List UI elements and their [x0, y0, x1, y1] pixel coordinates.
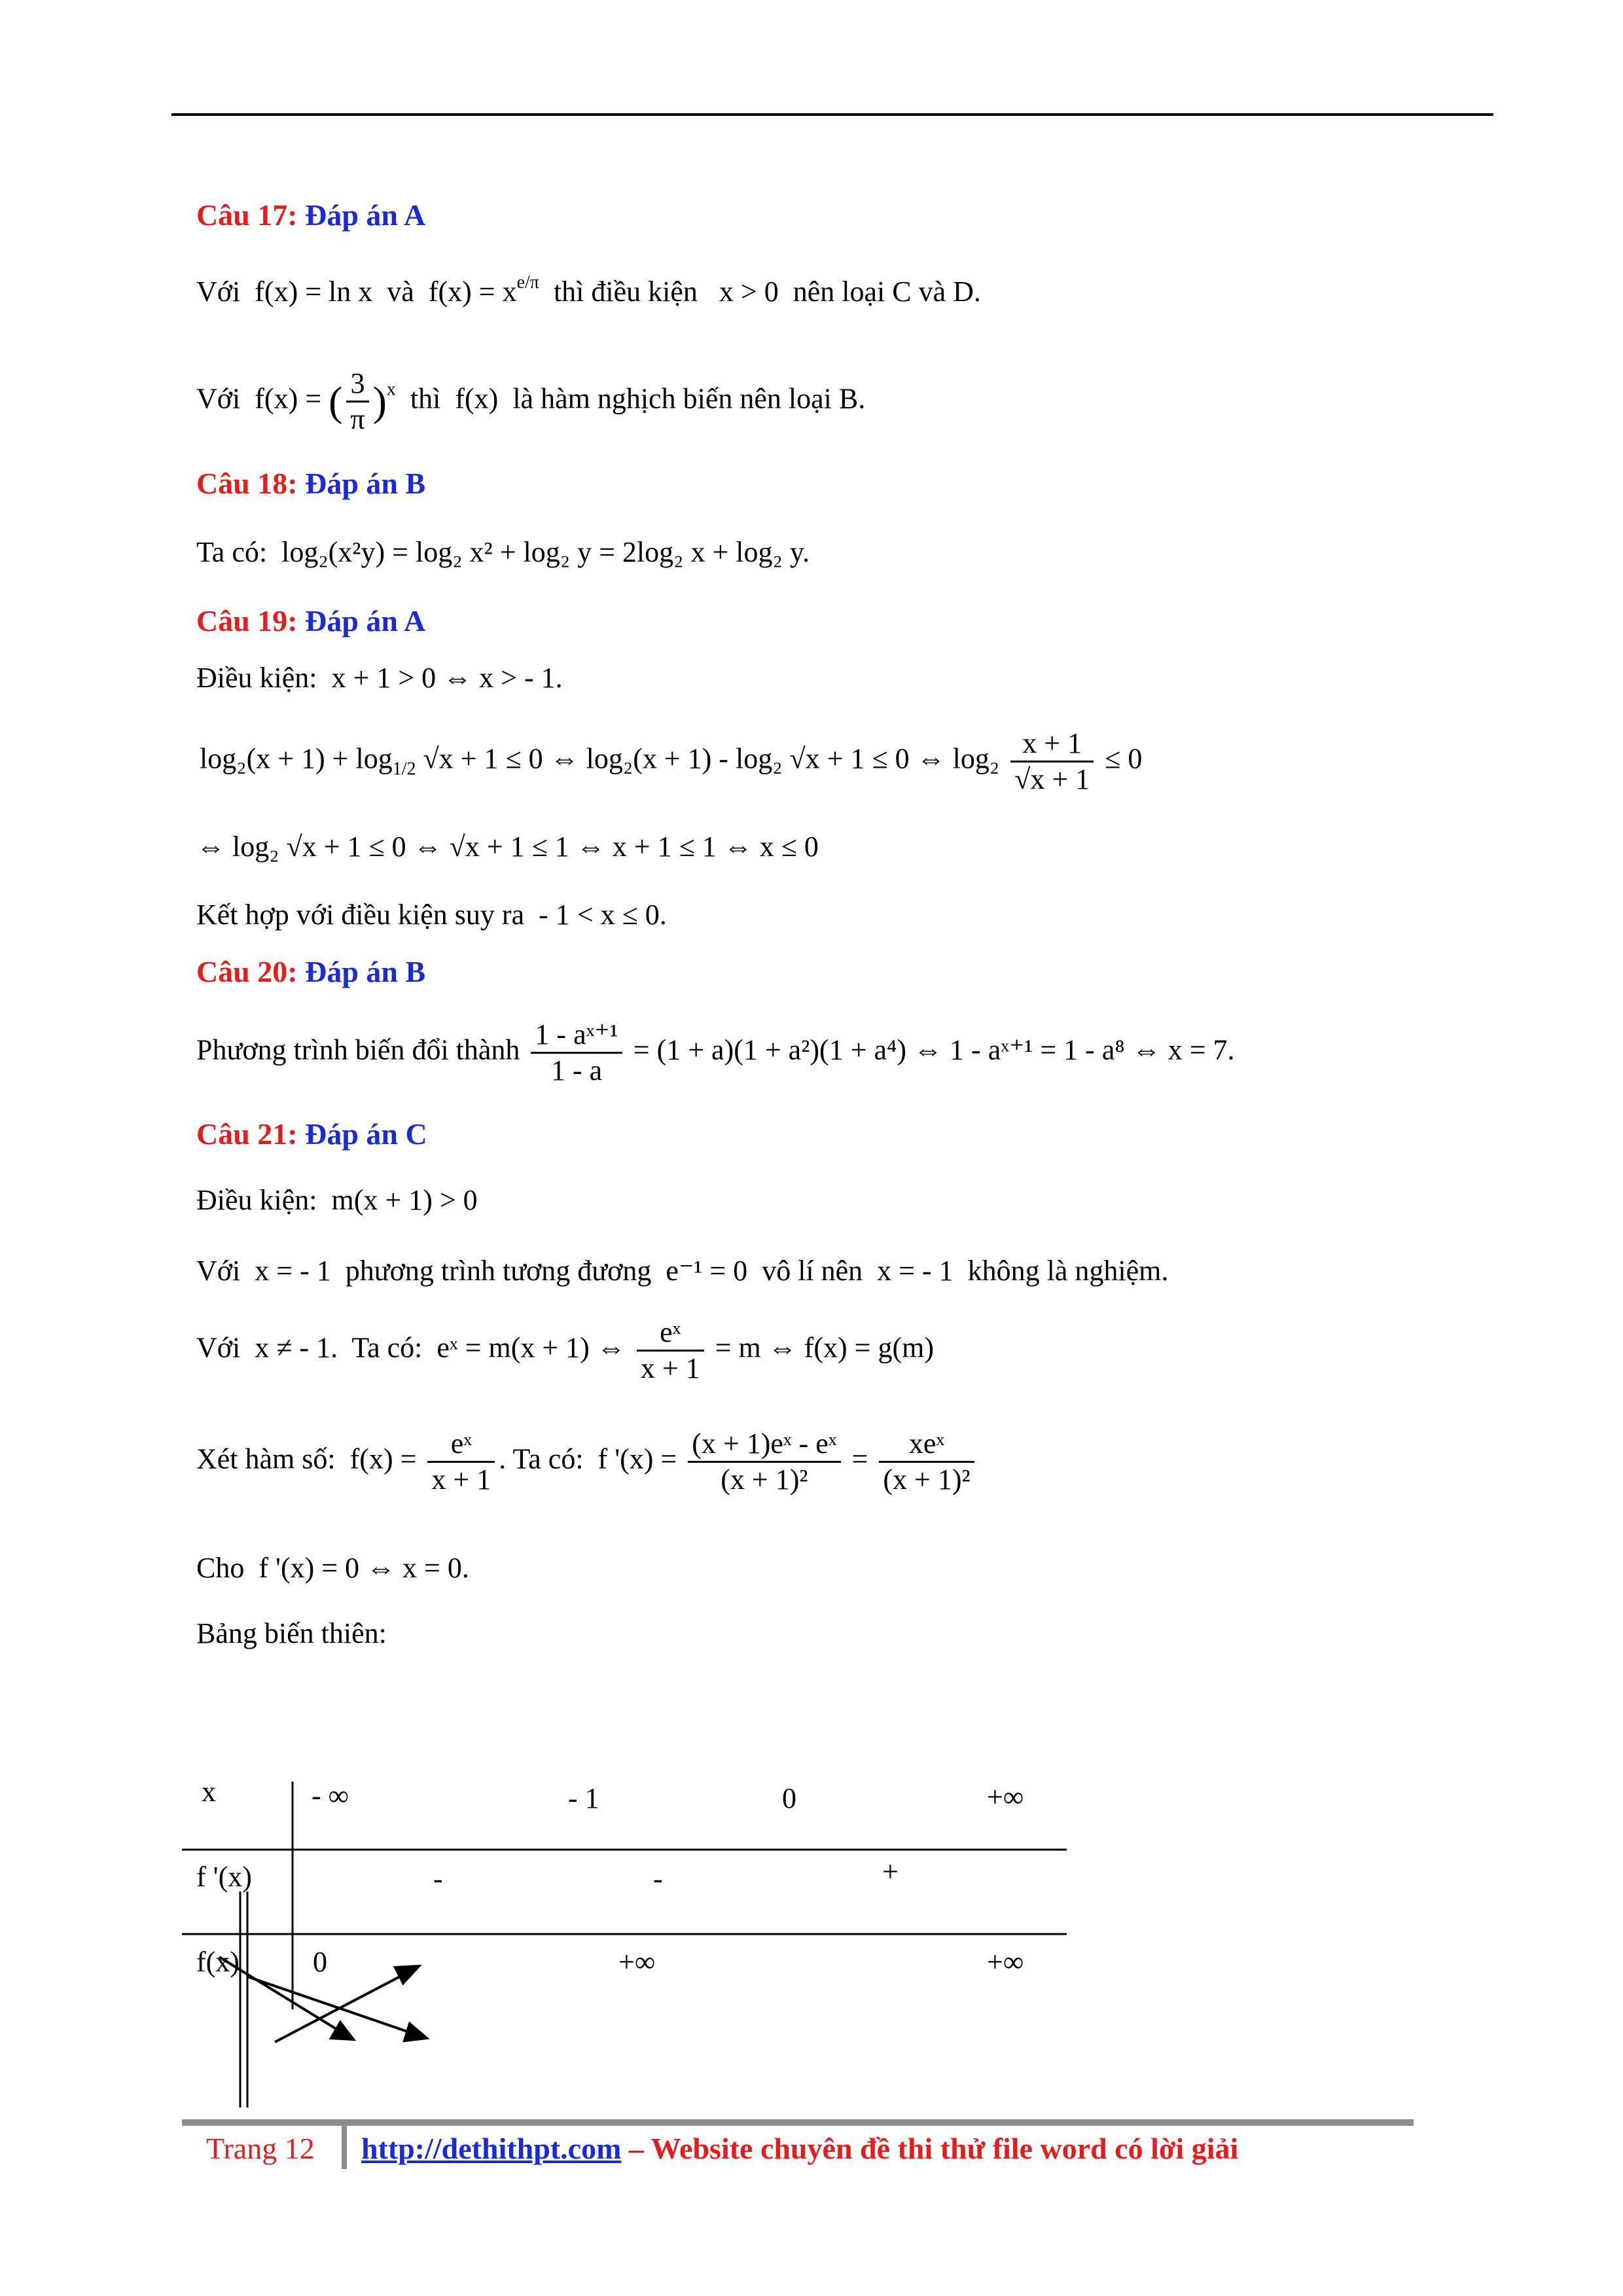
table-f-value: +∞: [987, 1946, 1024, 1978]
q21-line6: Bảng biến thiên:: [196, 1617, 387, 1649]
q17-line1: Với f(x) = ln x và $f(x) = x^{e/\pi}$ thì điều kiện x > 0 nên loại C và D.: [196, 272, 981, 308]
footer-rule: [182, 2119, 1414, 2126]
q17-label: Câu 17:: [196, 198, 298, 232]
footer-link[interactable]: http://dethithpt.com: [361, 2132, 622, 2165]
footer-page-label: Trang 12: [206, 2132, 315, 2165]
q21-line2: Với x = - 1 phương trình tương đương e⁻¹ = 0 vô lí nên x = - 1 không là nghiệm.: [196, 1255, 1169, 1287]
table-fprime-sign: +: [882, 1856, 899, 1888]
variation-arrowhead-1: [331, 2022, 353, 2039]
footer-tagline: – Website chuyên đề thi thử file word có lời giải: [628, 2132, 1239, 2165]
q17-answer: Đáp án A: [305, 198, 426, 232]
q20-line: Phương trình biến đổi thành $\frac{\text{1 - aˣ⁺¹}}{1 - a}$ = (1 + a)(1 + a²)(1 + a⁴) ⇔ 1 - aˣ⁺¹ = 1 - a⁸ ⇔ x = 7.: [196, 1018, 1235, 1086]
q20-heading: Câu 20: Đáp án B: [196, 955, 426, 988]
q21-line5: Cho f '(x) = 0 ⇔ x = 0.: [196, 1552, 469, 1584]
q21-fraction-d: $\frac{\text{xeˣ}}{\text{(x + 1)²}}$: [879, 1427, 974, 1497]
q20-fraction: $\frac{\text{1 - aˣ⁺¹}}{1 - a}$: [531, 1018, 622, 1088]
table-row-f-label: f(x): [196, 1946, 240, 1978]
q21-condition: Điều kiện: m(x + 1) > 0: [196, 1184, 478, 1216]
q19-heading: Câu 19: Đáp án A: [196, 604, 426, 637]
table-x-value: - ∞: [312, 1780, 349, 1812]
q21-fraction-b: $\frac{\text{eˣ}}{x + 1}$: [427, 1427, 495, 1497]
table-x-value: - 1: [568, 1782, 599, 1814]
q19-line3: ⇔ log₂ √x + 1 ≤ 0 ⇔ √x + 1 ≤ 1 ⇔ x + 1 ≤ 1 ⇔ x ≤ 0: [196, 831, 819, 863]
table-x-value: +∞: [987, 1781, 1024, 1813]
table-row-fprime-label: f '(x): [196, 1861, 252, 1893]
table-row-x-label: x: [202, 1776, 216, 1808]
q19-line2: $\log_2(x + 1) + \log_{1/2} √x + 1 \le 0$ ⇔ log₂(x + 1) - log₂ √x + 1 ≤ 0 ⇔ log₂ $\frac{x + 1}{√x + 1}$ ≤ 0: [200, 727, 1143, 795]
table-fprime-sign: -: [433, 1863, 443, 1895]
q19-condition: Điều kiện: x + 1 > 0 ⇔ x > - 1.: [196, 662, 563, 694]
variation-arrowhead-2: [395, 1966, 419, 1983]
q19-line4: Kết hợp với điều kiện suy ra - 1 < x ≤ 0.: [196, 899, 667, 931]
q21-fraction-c: $\frac{\text{(x + 1)eˣ - eˣ}}{\text{(x + 1)²}}$: [688, 1427, 840, 1497]
q18-heading: Câu 18: Đáp án B: [196, 467, 426, 500]
q17-fraction: $\frac{3}{\pi}$: [346, 367, 368, 437]
q21-fraction-a: $\frac{\text{eˣ}}{x + 1}$: [637, 1316, 704, 1386]
table-f-value: +∞: [618, 1946, 656, 1978]
q21-line4: Xét hàm số: f(x) = $\frac{\text{eˣ}}{x + 1}$ . Ta có: f '(x) = $\frac{\text{(x + 1)eˣ - eˣ}}{\text{(x + 1)²}}$ = $\frac{\text{xeˣ}}{\text{(x + 1)²}}$: [196, 1427, 978, 1497]
q17-line2: Với f(x) = ( $\frac{3}{\pi}$ )$^x$ thì f(x) là hàm nghịch biến nên loại B.: [196, 367, 866, 435]
table-fprime-sign: -: [653, 1863, 663, 1895]
footer-text: [361, 2131, 1238, 2166]
q21-heading: Câu 21: Đáp án C: [196, 1117, 427, 1151]
table-x-value: 0: [782, 1782, 796, 1814]
q19-fraction: $\frac{x + 1}{√x + 1}$: [1010, 726, 1094, 797]
footer-divider: [342, 2125, 347, 2169]
table-f-value: 0: [313, 1946, 327, 1978]
q21-line3: Với x ≠ - 1. Ta có: eˣ = m(x + 1) ⇔ $\frac{\text{eˣ}}{x + 1}$ = m ⇔ f(x) = g(m): [196, 1316, 934, 1384]
variation-arrowhead-3: [404, 2024, 427, 2041]
q18-line1: Ta có: log₂(x²y) = log₂ x² + log₂ y = 2log₂ x + log₂ y.: [196, 536, 810, 568]
